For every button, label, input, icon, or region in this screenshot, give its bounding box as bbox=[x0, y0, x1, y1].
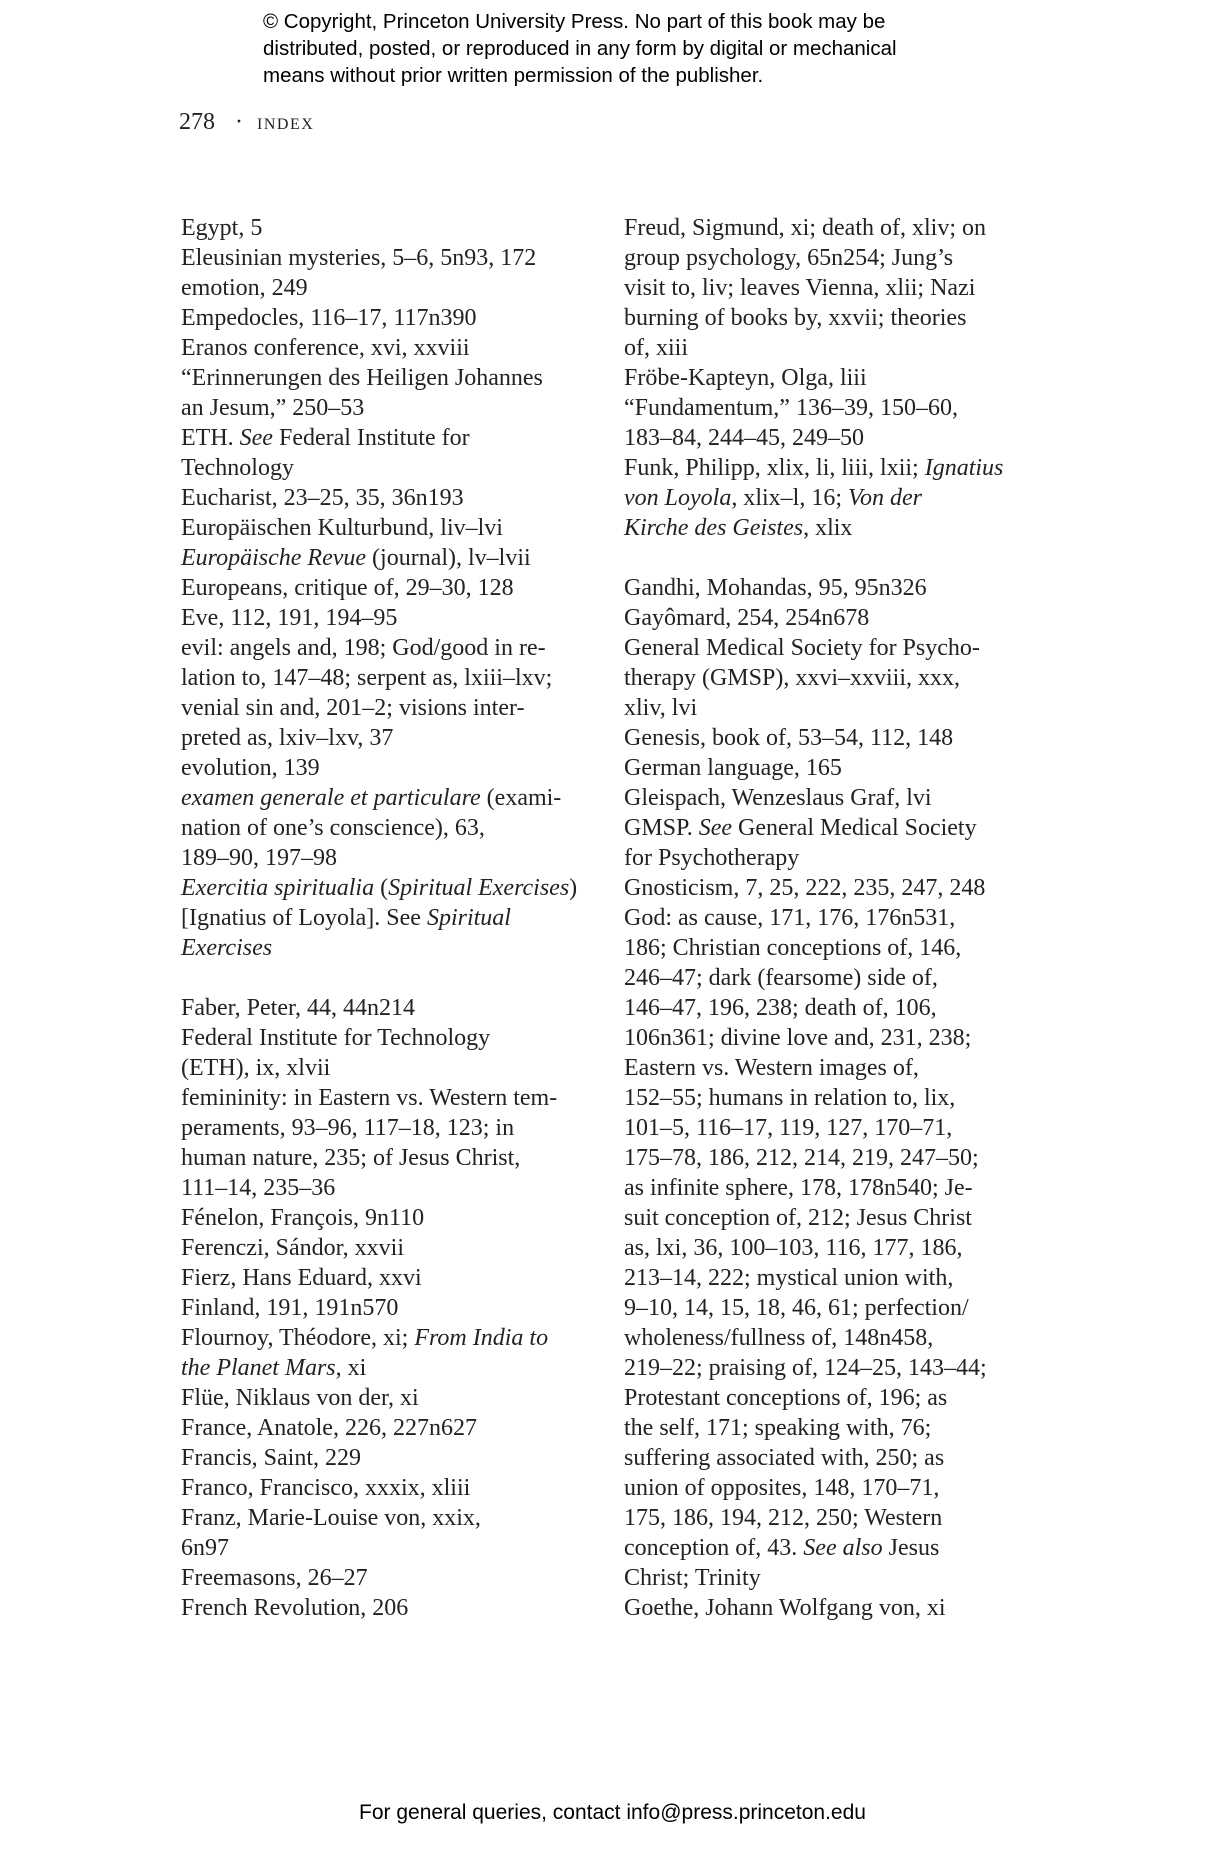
index-entry-line: Gayômard, 254, 254n678 bbox=[624, 605, 870, 631]
index-entry-line: femininity: in Eastern vs. Western tem- bbox=[181, 1085, 558, 1111]
index-entry-line: preted as, lxiv–lxv, 37 bbox=[181, 725, 394, 751]
index-entry-line: Freud, Sigmund, xi; death of, xliv; on bbox=[624, 215, 986, 241]
index-entry bbox=[181, 1293, 601, 1323]
index-entry-line: 111–14, 235–36 bbox=[181, 1175, 336, 1201]
index-entry-line: 246–47; dark (fearsome) side of, bbox=[624, 965, 938, 991]
index-entry bbox=[181, 1203, 601, 1233]
index-entry bbox=[181, 1413, 601, 1443]
index-entry-line: Faber, Peter, 44, 44n214 bbox=[181, 995, 416, 1021]
running-head bbox=[179, 107, 314, 137]
index-entry-line: 186; Christian conceptions of, 146, bbox=[624, 935, 962, 961]
index-entry-line: Francis, Saint, 229 bbox=[181, 1445, 361, 1471]
copyright-line: distributed, posted, or reproduced in any form by digital or mechanical bbox=[263, 37, 897, 60]
index-entry-line: GMSP. See General Medical Society bbox=[624, 815, 977, 841]
index-entry bbox=[624, 393, 1044, 453]
index-entry-line: peraments, 93–96, 117–18, 123; in bbox=[181, 1115, 515, 1141]
index-entry-line: group psychology, 65n254; Jung’s bbox=[624, 245, 954, 271]
index-entry-line: 183–84, 244–45, 249–50 bbox=[624, 425, 864, 451]
index-entry-line: 219–22; praising of, 124–25, 143–44; bbox=[624, 1355, 987, 1381]
page-number: 278 bbox=[179, 109, 215, 135]
index-entry-line: Eleusinian mysteries, 5–6, 5n93, 172 bbox=[181, 245, 537, 271]
index-entry bbox=[624, 873, 1044, 903]
index-entry-line: suit conception of, 212; Jesus Christ bbox=[624, 1205, 972, 1231]
index-entry-line: Eastern vs. Western images of, bbox=[624, 1055, 919, 1081]
index-entry-line: Fénelon, François, 9n110 bbox=[181, 1205, 425, 1231]
index-entry-line: union of opposites, 148, 170–71, bbox=[624, 1475, 940, 1501]
index-entry-line: 146–47, 196, 238; death of, 106, bbox=[624, 995, 937, 1021]
index-entry bbox=[181, 633, 601, 753]
index-entry-line: Exercises bbox=[181, 935, 273, 961]
index-entry bbox=[181, 423, 601, 483]
letter-group-gap bbox=[624, 543, 1044, 573]
index-entry-line: burning of books by, xxvii; theories bbox=[624, 305, 967, 331]
index-entry bbox=[181, 1593, 601, 1623]
copyright-line: © Copyright, Princeton University Press. No part of this book may be bbox=[263, 10, 886, 33]
index-entry-line: Exercitia spiritualia (Spiritual Exercises) bbox=[181, 875, 578, 901]
copyright-line: means without prior written permission of the publisher. bbox=[263, 64, 764, 87]
index-entry-line: Ferenczi, Sándor, xxvii bbox=[181, 1235, 404, 1261]
index-entry bbox=[181, 1503, 601, 1563]
index-entry-line: German language, 165 bbox=[624, 755, 842, 781]
index-entry bbox=[624, 213, 1044, 363]
index-entry bbox=[181, 1263, 601, 1293]
index-entry-line: examen generale et particulare (exami- bbox=[181, 785, 562, 811]
index-entry bbox=[181, 303, 601, 333]
index-entry bbox=[181, 1563, 601, 1593]
index-entry-line: Europäische Revue (journal), lv–lvii bbox=[181, 545, 531, 571]
index-entry-line: the self, 171; speaking with, 76; bbox=[624, 1415, 932, 1441]
letter-group-gap bbox=[181, 963, 601, 993]
index-entry bbox=[181, 1083, 601, 1203]
index-entry bbox=[181, 333, 601, 363]
index-entry-line: Empedocles, 116–17, 117n390 bbox=[181, 305, 477, 331]
index-entry-line: Fröbe-Kapteyn, Olga, liii bbox=[624, 365, 867, 391]
index-entry-line: xliv, lvi bbox=[624, 695, 698, 721]
index-entry bbox=[181, 1443, 601, 1473]
index-entry bbox=[181, 483, 601, 513]
index-entry bbox=[181, 1473, 601, 1503]
index-entry-line: Eve, 112, 191, 194–95 bbox=[181, 605, 398, 631]
index-entry bbox=[624, 723, 1044, 753]
index-entry-line: Technology bbox=[181, 455, 294, 481]
index-entry-line: an Jesum,” 250–53 bbox=[181, 395, 365, 421]
index-entry-line: Gandhi, Mohandas, 95, 95n326 bbox=[624, 575, 927, 601]
index-entry bbox=[181, 753, 601, 783]
index-entry bbox=[624, 1593, 1044, 1623]
index-entry-line: nation of one’s conscience), 63, bbox=[181, 815, 485, 841]
section-title: index bbox=[257, 109, 315, 134]
index-entry-line: 175, 186, 194, 212, 250; Western bbox=[624, 1505, 943, 1531]
index-entry-line: 6n97 bbox=[181, 1535, 229, 1561]
index-entry bbox=[624, 753, 1044, 783]
index-entry-line: as infinite sphere, 178, 178n540; Je- bbox=[624, 1175, 973, 1201]
index-entry-line: 106n361; divine love and, 231, 238; bbox=[624, 1025, 972, 1051]
index-entry-line: human nature, 235; of Jesus Christ, bbox=[181, 1145, 521, 1171]
index-entry-line: of, xiii bbox=[624, 335, 688, 361]
index-entry bbox=[624, 903, 1044, 1593]
index-entry-line: Flüe, Niklaus von der, xi bbox=[181, 1385, 419, 1411]
index-entry bbox=[181, 873, 601, 963]
index-entry-line: evil: angels and, 198; God/good in re- bbox=[181, 635, 546, 661]
index-entry-line: “Erinnerungen des Heiligen Johannes bbox=[181, 365, 543, 391]
index-entry-line: venial sin and, 201–2; visions inter- bbox=[181, 695, 525, 721]
index-entry-line: [Ignatius of Loyola]. See Spiritual bbox=[181, 905, 511, 931]
index-entry-line: Freemasons, 26–27 bbox=[181, 1565, 368, 1591]
index-entry-line: wholeness/fullness of, 148n458, bbox=[624, 1325, 934, 1351]
index-entry bbox=[181, 543, 601, 573]
index-entry bbox=[624, 453, 1044, 543]
index-entry-line: France, Anatole, 226, 227n627 bbox=[181, 1415, 477, 1441]
index-entry-line: Goethe, Johann Wolfgang von, xi bbox=[624, 1595, 946, 1621]
index-entry bbox=[181, 783, 601, 873]
index-entry-line: 189–90, 197–98 bbox=[181, 845, 337, 871]
index-entry-line: General Medical Society for Psycho- bbox=[624, 635, 980, 661]
footer-contact: For general queries, contact info@press.princeton.edu bbox=[359, 1801, 866, 1824]
index-entry-line: visit to, liv; leaves Vienna, xlii; Nazi bbox=[624, 275, 976, 301]
index-entry bbox=[624, 633, 1044, 723]
index-entry-line: lation to, 147–48; serpent as, lxiii–lxv; bbox=[181, 665, 553, 691]
index-entry bbox=[181, 363, 601, 423]
index-entry-line: Protestant conceptions of, 196; as bbox=[624, 1385, 948, 1411]
index-entry bbox=[181, 243, 601, 273]
index-entry-line: for Psychotherapy bbox=[624, 845, 800, 871]
index-entry-line: Franco, Francisco, xxxix, xliii bbox=[181, 1475, 471, 1501]
index-entry bbox=[181, 273, 601, 303]
index-entry-line: (ETH), ix, xlvii bbox=[181, 1055, 331, 1081]
index-entry-line: as, lxi, 36, 100–103, 116, 177, 186, bbox=[624, 1235, 963, 1261]
index-entry-line: Flournoy, Théodore, xi; From India to bbox=[181, 1325, 549, 1351]
index-entry-line: Franz, Marie-Louise von, xxix, bbox=[181, 1505, 481, 1531]
index-entry bbox=[181, 1383, 601, 1413]
index-entry-line: Egypt, 5 bbox=[181, 215, 263, 241]
index-entry bbox=[181, 513, 601, 543]
index-entry bbox=[181, 1023, 601, 1083]
index-entry-line: God: as cause, 171, 176, 176n531, bbox=[624, 905, 956, 931]
copyright-notice bbox=[263, 8, 1163, 89]
index-entry bbox=[181, 573, 601, 603]
index-entry-line: Christ; Trinity bbox=[624, 1565, 761, 1591]
index-entry-line: Federal Institute for Technology bbox=[181, 1025, 491, 1051]
index-entry-line: 101–5, 116–17, 119, 127, 170–71, bbox=[624, 1115, 953, 1141]
running-head-separator: · bbox=[235, 109, 243, 135]
index-entry-line: Kirche des Geistes, xlix bbox=[624, 515, 853, 541]
index-entry bbox=[181, 1233, 601, 1263]
index-entry-line: Fierz, Hans Eduard, xxvi bbox=[181, 1265, 422, 1291]
index-entry bbox=[624, 573, 1044, 603]
index-entry-line: 9–10, 14, 15, 18, 46, 61; perfection/ bbox=[624, 1295, 969, 1321]
index-entry-line: emotion, 249 bbox=[181, 275, 308, 301]
index-entry-line: French Revolution, 206 bbox=[181, 1595, 409, 1621]
index-entry-line: therapy (GMSP), xxvi–xxviii, xxx, bbox=[624, 665, 960, 691]
index-entry-line: 152–55; humans in relation to, lix, bbox=[624, 1085, 956, 1111]
index-entry bbox=[181, 1323, 601, 1383]
index-column-right bbox=[624, 213, 1044, 1623]
index-entry-line: 175–78, 186, 212, 214, 219, 247–50; bbox=[624, 1145, 979, 1171]
index-entry-line: suffering associated with, 250; as bbox=[624, 1445, 945, 1471]
index-entry-line: 213–14, 222; mystical union with, bbox=[624, 1265, 954, 1291]
index-entry-line: Gnosticism, 7, 25, 222, 235, 247, 248 bbox=[624, 875, 986, 901]
index-entry-line: Funk, Philipp, xlix, li, liii, lxii; Ignatius bbox=[624, 455, 1004, 481]
index-entry-line: von Loyola, xlix–l, 16; Von der bbox=[624, 485, 922, 511]
index-entry-line: Eranos conference, xvi, xxviii bbox=[181, 335, 470, 361]
index-entry-line: ETH. See Federal Institute for bbox=[181, 425, 470, 451]
index-entry-line: Genesis, book of, 53–54, 112, 148 bbox=[624, 725, 954, 751]
index-entry bbox=[624, 603, 1044, 633]
index-entry bbox=[181, 993, 601, 1023]
index-entry-line: Finland, 191, 191n570 bbox=[181, 1295, 399, 1321]
index-entry bbox=[624, 783, 1044, 813]
index-entry bbox=[624, 813, 1044, 873]
index-entry-line: Europäischen Kulturbund, liv–lvi bbox=[181, 515, 503, 541]
index-entry-line: “Fundamentum,” 136–39, 150–60, bbox=[624, 395, 958, 421]
index-column-left bbox=[181, 213, 601, 1623]
index-entry-line: evolution, 139 bbox=[181, 755, 320, 781]
index-entry-line: the Planet Mars, xi bbox=[181, 1355, 367, 1381]
index-entry-line: Gleispach, Wenzeslaus Graf, lvi bbox=[624, 785, 932, 811]
index-entry bbox=[624, 363, 1044, 393]
index-entry-line: Eucharist, 23–25, 35, 36n193 bbox=[181, 485, 464, 511]
index-entry-line: Europeans, critique of, 29–30, 128 bbox=[181, 575, 514, 601]
index-entry bbox=[181, 213, 601, 243]
index-entry bbox=[181, 603, 601, 633]
index-entry-line: conception of, 43. See also Jesus bbox=[624, 1535, 940, 1561]
